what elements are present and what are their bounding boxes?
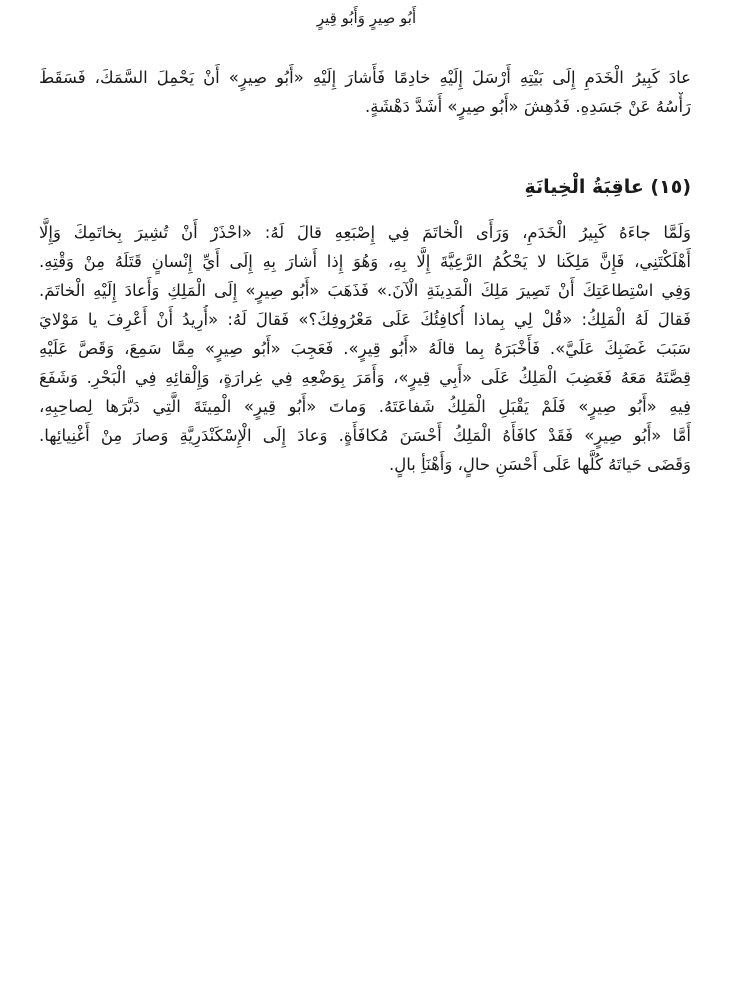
text-line: سَبَبَ غَضَبِكَ عَلَيَّ». فَأَخْبَرَهُ بِما قالَهُ «أَبُو قِيرٍ». فَعَجِبَ «أَبُو صِيرٍ» مِمَّا سَمِعَ، وَقَصَّ عَلَيْهِ	[39, 339, 691, 358]
text-line: وَقَضَى حَياتَهُ كُلَّها عَلَى أَحْسَنِ حالٍ، وَأَهْنَأِ بالٍ.	[388, 455, 691, 474]
text-line: أَمَّا «أَبُو صِيرٍ» فَقَدْ كافَأَهُ الْمَلِكُ أَحْسَنَ مُكافَأَةٍ. وَعادَ إِلَى الْإِسْكَنْدَرِيَّةِ وَصارَ مِنْ أَغْنِيائِها.	[39, 426, 691, 445]
running-head: أَبُو صِيرٍ وَأَبُو قِيرٍ	[316, 9, 417, 27]
chapter-title: (١٥) عاقِبَةُ الْخِيانَةِ	[524, 176, 691, 198]
text-line: فَقالَ لَهُ الْمَلِكُ: «قُلْ لِي بِماذا أُكافِئُكَ عَلَى مَعْرُوفِكَ؟» فَقالَ لَهُ: «أُرِيدُ أَنْ أَعْرِفَ يا مَوْلايَ	[39, 310, 691, 329]
text-line: عادَ كَبِيرُ الْخَدَمِ إِلَى بَيْتِهِ أَرْسَلَ إِلَيْهِ خادِمًا فَأَشارَ إِلَيْهِ «أَبُو صِيرٍ» أَنْ يَحْمِلَ السَّمَكَ، فَسَقَطَ	[39, 68, 691, 87]
opening-paragraph	[39, 63, 691, 121]
text-line: رَأْسُهُ عَنْ جَسَدِهِ. فَدُهِشَ «أَبُو صِيرٍ» أَشَدَّ دَهْشَةٍ.	[364, 97, 691, 116]
text-line: وَلَمَّا جاءَهُ كَبِيرُ الْخَدَمِ، وَرَأَى الْخاتَمَ فِي إِصْبَعِهِ قالَ لَهُ: «احْذَرْ أَنْ تُشِيرَ بِخاتَمِكَ وَإِلَّا	[39, 223, 691, 242]
text-line: قِصَّتَهُ مَعَهُ فَغَضِبَ الْمَلِكُ عَلَى «أَبِي قِيرٍ»، وَأَمَرَ بِوَضْعِهِ فِي غِرارَةٍ، وَإِلْقائِهِ فِي الْبَحْرِ. وَشَفَعَ	[39, 368, 691, 387]
text-line: فِيهِ «أَبُو صِيرٍ» فَلَمْ يَقْبَلِ الْمَلِكُ شَفاعَتَهُ. وَماتَ «أَبُو قِيرٍ» الْمِيتَةَ الَّتِي دَبَّرَها لِصاحِبِهِ،	[39, 397, 691, 416]
text-line: وَفِي اسْتِطاعَتِكَ أَنْ تَصِيرَ مَلِكَ الْمَدِينَةِ الْآنَ.» فَذَهَبَ «أَبُو صِيرٍ» إِلَى الْمَلِكِ وَأَعادَ إِلَيْهِ الْخاتَمَ.	[39, 281, 691, 300]
text-line: أَهْلَكْتَنِي، فَإِنَّ مَلِكَنا لا يَحْكُمُ الرَّعِيَّةَ إِلَّا بِهِ، وَهُوَ إِذا أَشارَ بِهِ إِلَى أَيِّ إِنْسانٍ قَتَلَهُ مِنْ وَقْتِهِ.	[39, 252, 691, 271]
chapter-body	[39, 218, 691, 479]
